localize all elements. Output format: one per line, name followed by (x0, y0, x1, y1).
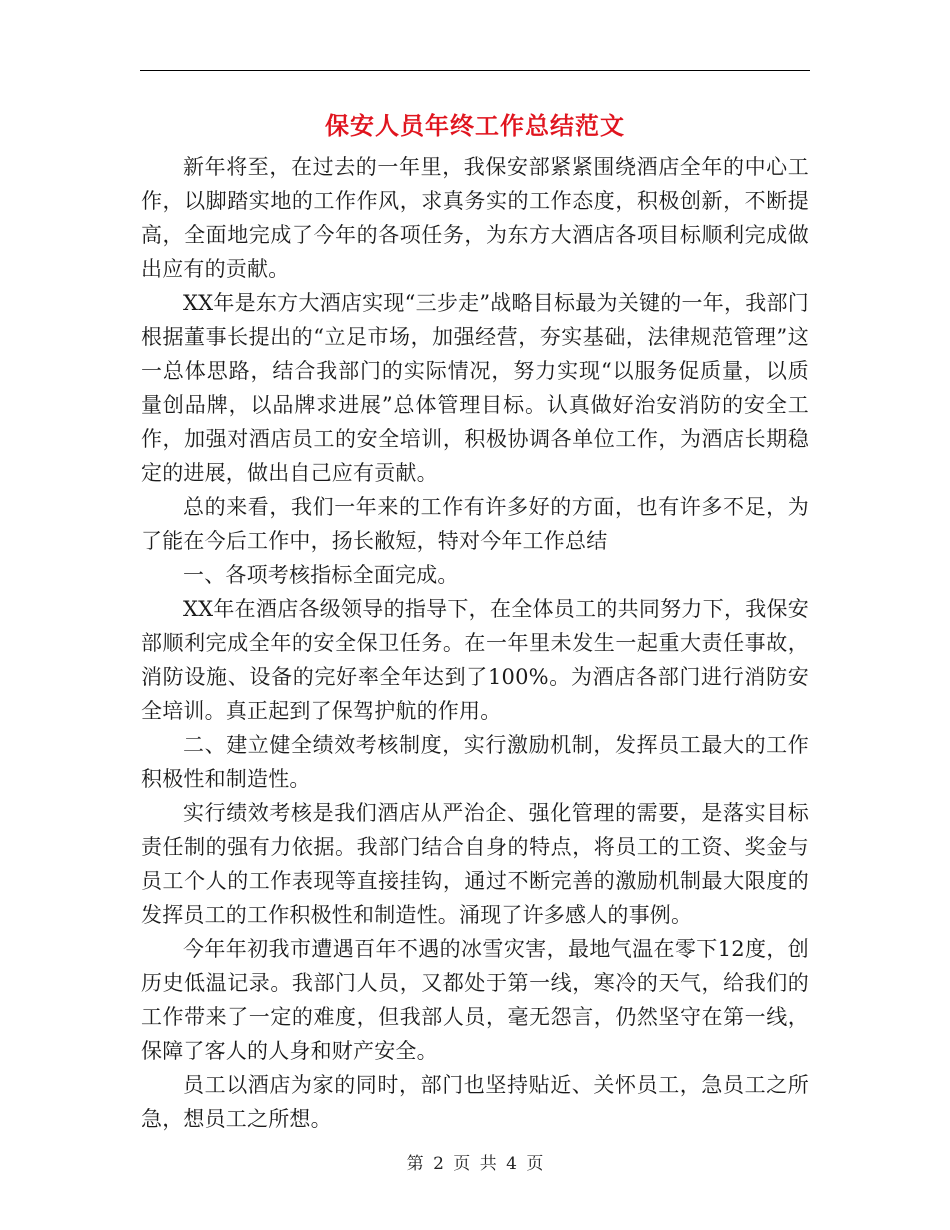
paragraph-snowstorm: 今年年初我市遭遇百年不遇的冰雪灾害，最地气温在零下12度，创历史低温记录。我部门人员，又都处于第一线，寒冷的天气，给我们的工作带来了一定的难度，但我部人员，毫无怨言，仍然坚守在第一线，保障了客人的人身和财产安全。 (141, 937, 809, 1063)
header-rule (140, 70, 810, 71)
document-body (141, 150, 809, 1136)
paragraph-care: 员工以酒店为家的同时，部门也坚持贴近、关怀员工，急员工之所急，想员工之所想。 (141, 1073, 809, 1131)
page-number: 第 2 页 共 4 页 (406, 1154, 544, 1174)
section-heading-1: 一、各项考核指标全面完成。 (183, 563, 459, 587)
section-heading-2: 二、建立健全绩效考核制度，实行激励机制，发挥员工最大的工作积极性和制造性。 (141, 733, 809, 791)
paragraph-performance: 实行绩效考核是我们酒店从严治企、强化管理的需要，是落实目标责任制的强有力依据。我部门结合自身的特点，将员工的工资、奖金与员工个人的工作表现等直接挂钩，通过不断完善的激励机制最大限度的发挥员工的工作积极性和制造性。涌现了许多感人的事例。 (141, 801, 809, 927)
paragraph-strategy: XX年是东方大酒店实现“三步走”战略目标最为关键的一年，我部门根据董事长提出的“立足市场，加强经营，夯实基础，法律规范管理”这一总体思路，结合我部门的实际情况，努力实现“以服务促质量，以质量创品牌，以品牌求进展”总体管理目标。认真做好治安消防的安全工作，加强对酒店员工的安全培训，积极协调各单位工作，为酒店长期稳定的进展，做出自己应有贡献。 (141, 291, 809, 485)
paragraph-safety: XX年在酒店各级领导的指导下，在全体员工的共同努力下，我保安部顺利完成全年的安全保卫任务。在一年里未发生一起重大责任事故，消防设施、设备的完好率全年达到了100%。为酒店各部门进行消防安全培训。真正起到了保驾护航的作用。 (141, 597, 809, 723)
paragraph-intro: 新年将至，在过去的一年里，我保安部紧紧围绕酒店全年的中心工作，以脚踏实地的工作作风，求真务实的工作态度，积极创新，不断提高，全面地完成了今年的各项任务，为东方大酒店各项目标顺利完成做出应有的贡献。 (141, 155, 809, 281)
document-title: 保安人员年终工作总结范文 (325, 111, 625, 140)
paragraph-overview: 总的来看，我们一年来的工作有许多好的方面，也有许多不足，为了能在今后工作中，扬长敝短，特对今年工作总结 (141, 495, 809, 553)
